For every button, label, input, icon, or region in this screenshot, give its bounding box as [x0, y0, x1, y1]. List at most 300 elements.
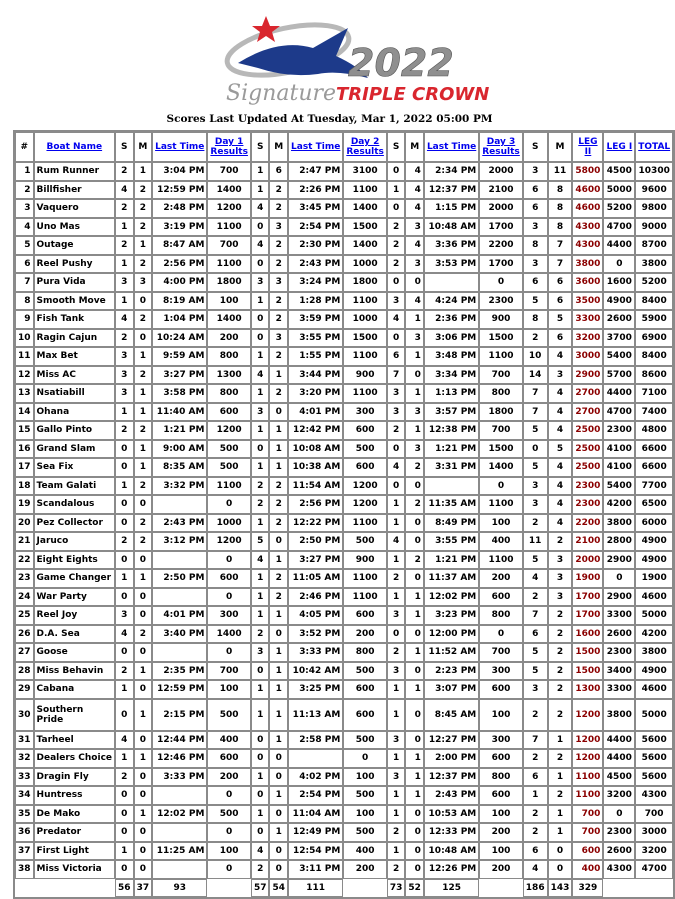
- cell-day3-results: 1800: [479, 403, 523, 422]
- cell-leg-s: 5: [523, 662, 548, 681]
- cell-d2-m: 1: [269, 551, 288, 570]
- cell-d1-s: 1: [115, 477, 134, 496]
- cell-d1-s: 2: [115, 329, 134, 348]
- cell-d2-m: 1: [269, 731, 288, 750]
- cell-d2-s: 2: [251, 477, 270, 496]
- cell-d2-s: 2: [251, 860, 270, 879]
- cell-d3-m: 0: [405, 273, 424, 292]
- cell-d2-m: 2: [269, 477, 288, 496]
- cell-day3-results: 0: [479, 477, 523, 496]
- cell-d3-last-time: 3:31 PM: [424, 458, 479, 477]
- cell-d2-last-time: 10:38 AM: [288, 458, 343, 477]
- table-row: [15, 551, 673, 570]
- cell-day2-results: 1200: [343, 477, 387, 496]
- cell-leg2: 1300: [572, 680, 603, 699]
- cell-d1-m: 0: [134, 731, 153, 750]
- cell-day1-results: 200: [207, 329, 251, 348]
- cell-leg-s: 5: [523, 421, 548, 440]
- cell-leg-m: 8: [548, 181, 573, 200]
- cell-day1-results: 0: [207, 643, 251, 662]
- cell-rank: 38: [15, 860, 34, 879]
- sort-day3-results-link[interactable]: Day 3 Results: [482, 137, 520, 157]
- cell-d1-m: 0: [134, 680, 153, 699]
- sort-day2-results-link[interactable]: Day 2 Results: [346, 137, 384, 157]
- cell-d1-s: 1: [115, 255, 134, 274]
- cell-leg2: 1500: [572, 662, 603, 681]
- header-leg-s: S: [523, 132, 548, 162]
- cell-leg-m: 2: [548, 532, 573, 551]
- sort-total-link[interactable]: TOTAL: [638, 142, 671, 152]
- cell-day2-results: 600: [343, 680, 387, 699]
- cell-day1-results: 1200: [207, 421, 251, 440]
- table-row: [15, 384, 673, 403]
- cell-d2-m: 0: [269, 805, 288, 824]
- cell-day2-results: 900: [343, 551, 387, 570]
- cell-boat-name: Pez Collector: [34, 514, 116, 533]
- cell-d2-m: 1: [269, 458, 288, 477]
- cell-day3-results: 2300: [479, 292, 523, 311]
- cell-d3-last-time: 1:21 PM: [424, 440, 479, 459]
- cell-total: 5600: [635, 731, 673, 750]
- cell-day1-results: 100: [207, 680, 251, 699]
- cell-d1-m: 0: [134, 495, 153, 514]
- cell-total: 8700: [635, 236, 673, 255]
- cell-day1-results: 1200: [207, 532, 251, 551]
- cell-day2-results: 500: [343, 823, 387, 842]
- cell-day3-results: 0: [479, 273, 523, 292]
- cell-day3-results: 800: [479, 606, 523, 625]
- cell-d3-last-time: 3:53 PM: [424, 255, 479, 274]
- cell-d1-last-time: 4:01 PM: [152, 606, 207, 625]
- cell-d2-last-time: 2:54 PM: [288, 218, 343, 237]
- cell-leg-s: 2: [523, 823, 548, 842]
- cell-d3-last-time: 3:55 PM: [424, 532, 479, 551]
- header-num: #: [15, 132, 34, 162]
- cell-boat-name: Reel Pushy: [34, 255, 116, 274]
- cell-day3-results: 0: [479, 625, 523, 644]
- cell-d2-m: 2: [269, 514, 288, 533]
- cell-d2-m: 3: [269, 218, 288, 237]
- cell-d2-s: 4: [251, 366, 270, 385]
- cell-rank: 34: [15, 786, 34, 805]
- cell-d1-s: 4: [115, 310, 134, 329]
- cell-leg-m: 1: [548, 731, 573, 750]
- header-d2-last-time[interactable]: [288, 132, 343, 162]
- cell-d3-last-time: 2:36 PM: [424, 310, 479, 329]
- sort-leg1-link[interactable]: LEG I: [606, 142, 633, 152]
- cell-rank: 35: [15, 805, 34, 824]
- cell-leg-m: 2: [548, 643, 573, 662]
- cell-d3-s: 3: [387, 403, 406, 422]
- cell-d1-m: 0: [134, 292, 153, 311]
- cell-total: 7100: [635, 384, 673, 403]
- cell-total: 4900: [635, 551, 673, 570]
- cell-total: 7400: [635, 403, 673, 422]
- cell-total: 4200: [635, 625, 673, 644]
- cell-d2-s: 5: [251, 532, 270, 551]
- cell-d2-m: 2: [269, 199, 288, 218]
- cell-total: 10300: [635, 162, 673, 181]
- cell-leg1: 1600: [603, 273, 635, 292]
- cell-d3-last-time: 8:49 PM: [424, 514, 479, 533]
- cell-d2-s: 0: [251, 662, 270, 681]
- cell-d1-s: 0: [115, 440, 134, 459]
- cell-boat-name: Pura Vida: [34, 273, 116, 292]
- cell-rank: 5: [15, 236, 34, 255]
- cell-d1-last-time: 1:04 PM: [152, 310, 207, 329]
- cell-d1-m: 0: [134, 786, 153, 805]
- cell-boat-name: D.A. Sea: [34, 625, 116, 644]
- cell-day1-results: 1000: [207, 514, 251, 533]
- cell-day2-results: 1100: [343, 292, 387, 311]
- cell-d1-m: 0: [134, 768, 153, 787]
- cell-d1-last-time: 8:19 AM: [152, 292, 207, 311]
- cell-d1-last-time: [152, 860, 207, 879]
- table-row: [15, 440, 673, 459]
- cell-total: 5600: [635, 768, 673, 787]
- cell-day3-results: 800: [479, 768, 523, 787]
- cell-leg-m: 2: [548, 786, 573, 805]
- cell-day1-results: 800: [207, 347, 251, 366]
- cell-leg2: 4600: [572, 181, 603, 200]
- cell-d2-m: 0: [269, 403, 288, 422]
- cell-rank: 11: [15, 347, 34, 366]
- cell-d3-m: 0: [405, 477, 424, 496]
- cell-total: 4600: [635, 680, 673, 699]
- cell-leg-s: 8: [523, 310, 548, 329]
- cell-d3-last-time: 12:38 PM: [424, 421, 479, 440]
- cell-leg2: 2500: [572, 421, 603, 440]
- cell-d2-s: 4: [251, 551, 270, 570]
- cell-d3-m: 2: [405, 495, 424, 514]
- table-row: [15, 606, 673, 625]
- cell-leg2: 400: [572, 860, 603, 879]
- cell-boat-name: Miss Behavin: [34, 662, 116, 681]
- cell-leg2: 700: [572, 805, 603, 824]
- cell-leg1: 3400: [603, 662, 635, 681]
- header-d3-last-time[interactable]: [424, 132, 479, 162]
- cell-total: 6600: [635, 440, 673, 459]
- sort-d2-last-time-link[interactable]: Last Time: [291, 142, 341, 152]
- cell-d2-s: 1: [251, 162, 270, 181]
- table-row: [15, 292, 673, 311]
- cell-rank: 23: [15, 569, 34, 588]
- cell-d2-last-time: 3:24 PM: [288, 273, 343, 292]
- cell-d2-s: 0: [251, 731, 270, 750]
- table-row: [15, 181, 673, 200]
- cell-d3-last-time: 1:15 PM: [424, 199, 479, 218]
- cell-rank: 10: [15, 329, 34, 348]
- cell-d3-s: 0: [387, 329, 406, 348]
- cell-leg-s: 3: [523, 495, 548, 514]
- cell-boat-name: Eight Eights: [34, 551, 116, 570]
- cell-d3-s: 2: [387, 643, 406, 662]
- cell-d3-s: 0: [387, 440, 406, 459]
- cell-leg2: 2500: [572, 440, 603, 459]
- cell-rank: 7: [15, 273, 34, 292]
- cell-d2-last-time: 2:30 PM: [288, 236, 343, 255]
- cell-rank: 4: [15, 218, 34, 237]
- table-row: [15, 421, 673, 440]
- cell-d3-m: 1: [405, 768, 424, 787]
- cell-leg1: 4100: [603, 440, 635, 459]
- cell-leg-m: 1: [548, 823, 573, 842]
- cell-d2-last-time: 3:11 PM: [288, 860, 343, 879]
- cell-d2-s: 0: [251, 786, 270, 805]
- cell-leg-m: 3: [548, 569, 573, 588]
- cell-d2-m: 1: [269, 643, 288, 662]
- cell-leg-s: 3: [523, 162, 548, 181]
- cell-rank: 6: [15, 255, 34, 274]
- cell-d2-last-time: 2:50 PM: [288, 532, 343, 551]
- cell-d3-m: 4: [405, 181, 424, 200]
- cell-boat-name: Ragin Cajun: [34, 329, 116, 348]
- cell-day1-results: 0: [207, 495, 251, 514]
- cell-d2-m: 1: [269, 366, 288, 385]
- cell-d2-last-time: 12:22 PM: [288, 514, 343, 533]
- cell-total: 3000: [635, 823, 673, 842]
- cell-d1-s: 0: [115, 458, 134, 477]
- cell-rank: 22: [15, 551, 34, 570]
- header-day3[interactable]: [479, 132, 523, 162]
- cell-total: 4900: [635, 532, 673, 551]
- table-row: [15, 662, 673, 681]
- sort-leg2-link[interactable]: LEG II: [578, 137, 598, 157]
- cell-d1-last-time: 3:04 PM: [152, 162, 207, 181]
- header-day2[interactable]: [343, 132, 387, 162]
- cell-rank: 3: [15, 199, 34, 218]
- table-row: [15, 805, 673, 824]
- cell-day2-results: 500: [343, 786, 387, 805]
- cell-boat-name: Smooth Move: [34, 292, 116, 311]
- cell-total: 5200: [635, 273, 673, 292]
- sort-d3-last-time-link[interactable]: Last Time: [426, 142, 477, 152]
- cell-rank: 28: [15, 662, 34, 681]
- cell-day1-results: 700: [207, 236, 251, 255]
- header-leg2[interactable]: [572, 132, 603, 162]
- cell-d3-s: 4: [387, 310, 406, 329]
- cell-d2-m: 6: [269, 162, 288, 181]
- cell-d3-m: 0: [405, 662, 424, 681]
- cell-day3-results: 600: [479, 786, 523, 805]
- cell-leg-m: 5: [548, 440, 573, 459]
- cell-day3-results: 900: [479, 310, 523, 329]
- cell-total: 4900: [635, 662, 673, 681]
- header-leg1[interactable]: [603, 132, 635, 162]
- cell-day2-results: 1100: [343, 384, 387, 403]
- cell-d3-last-time: 2:43 PM: [424, 786, 479, 805]
- header-d1-m: M: [134, 132, 153, 162]
- header-d1-s: S: [115, 132, 134, 162]
- cell-day2-results: 500: [343, 532, 387, 551]
- cell-total: 8400: [635, 292, 673, 311]
- sort-d1-last-time-link[interactable]: Last Time: [155, 142, 205, 152]
- cell-leg-m: 6: [548, 273, 573, 292]
- cell-total: 700: [635, 805, 673, 824]
- table-row: [15, 477, 673, 496]
- cell-total: 5600: [635, 749, 673, 768]
- cell-d2-last-time: 11:13 AM: [288, 699, 343, 731]
- cell-leg-m: 6: [548, 292, 573, 311]
- cell-day2-results: 1200: [343, 495, 387, 514]
- cell-rank: 37: [15, 842, 34, 861]
- cell-leg2: 2300: [572, 477, 603, 496]
- total-d1-sum: 93: [152, 879, 207, 898]
- cell-rank: 12: [15, 366, 34, 385]
- cell-day2-results: 1800: [343, 273, 387, 292]
- cell-day3-results: 200: [479, 569, 523, 588]
- cell-d2-s: 4: [251, 236, 270, 255]
- cell-d2-m: 2: [269, 236, 288, 255]
- cell-rank: 25: [15, 606, 34, 625]
- cell-leg-m: 7: [548, 236, 573, 255]
- cell-d1-m: 2: [134, 181, 153, 200]
- cell-d1-last-time: 2:50 PM: [152, 569, 207, 588]
- cell-d1-m: 2: [134, 514, 153, 533]
- cell-d3-s: 6: [387, 347, 406, 366]
- cell-leg-m: 8: [548, 218, 573, 237]
- cell-leg2: 1700: [572, 588, 603, 607]
- cell-d3-s: 3: [387, 292, 406, 311]
- header-boat-name[interactable]: [34, 132, 116, 162]
- cell-d1-m: 1: [134, 347, 153, 366]
- header-d1-last-time[interactable]: [152, 132, 207, 162]
- header-row: [15, 132, 673, 162]
- cell-day2-results: 500: [343, 662, 387, 681]
- cell-leg1: 2900: [603, 588, 635, 607]
- cell-leg-m: 2: [548, 606, 573, 625]
- cell-d2-m: 0: [269, 625, 288, 644]
- cell-d3-s: 4: [387, 532, 406, 551]
- cell-d3-last-time: 2:00 PM: [424, 749, 479, 768]
- cell-leg-m: 5: [548, 310, 573, 329]
- total-d3-s: 73: [387, 879, 406, 898]
- cell-day1-results: 1100: [207, 477, 251, 496]
- cell-leg-m: 8: [548, 199, 573, 218]
- cell-d3-m: 1: [405, 421, 424, 440]
- cell-rank: 18: [15, 477, 34, 496]
- total-leg-sum: 329: [572, 879, 603, 898]
- cell-d1-m: 1: [134, 384, 153, 403]
- cell-leg1: 3800: [603, 699, 635, 731]
- cell-d3-last-time: 11:35 AM: [424, 495, 479, 514]
- sort-day1-results-link[interactable]: Day 1 Results: [210, 137, 248, 157]
- cell-leg1: 0: [603, 569, 635, 588]
- cell-leg1: 4400: [603, 731, 635, 750]
- cell-d3-last-time: 12:37 PM: [424, 768, 479, 787]
- cell-leg-s: 6: [523, 273, 548, 292]
- cell-d2-s: 1: [251, 569, 270, 588]
- cell-day1-results: 1400: [207, 181, 251, 200]
- cell-day3-results: 700: [479, 366, 523, 385]
- cell-d2-m: 2: [269, 569, 288, 588]
- cell-boat-name: Dealers Choice: [34, 749, 116, 768]
- cell-d3-s: 2: [387, 236, 406, 255]
- cell-d1-m: 2: [134, 199, 153, 218]
- cell-d3-s: 3: [387, 606, 406, 625]
- table-row: [15, 588, 673, 607]
- cell-rank: 31: [15, 731, 34, 750]
- cell-day1-results: 300: [207, 606, 251, 625]
- cell-d2-s: 1: [251, 458, 270, 477]
- cell-d3-s: 0: [387, 477, 406, 496]
- cell-leg1: 4900: [603, 292, 635, 311]
- cell-d3-last-time: 3:48 PM: [424, 347, 479, 366]
- cell-boat-name: War Party: [34, 588, 116, 607]
- cell-d2-m: 3: [269, 273, 288, 292]
- cell-leg-s: 5: [523, 458, 548, 477]
- cell-leg-s: 10: [523, 347, 548, 366]
- sort-boat-name-link[interactable]: Boat Name: [46, 142, 103, 152]
- cell-d1-m: 2: [134, 218, 153, 237]
- cell-d3-m: 1: [405, 310, 424, 329]
- header-total[interactable]: [635, 132, 673, 162]
- cell-d2-m: 2: [269, 495, 288, 514]
- cell-leg2: 2100: [572, 532, 603, 551]
- cell-d3-m: 4: [405, 199, 424, 218]
- table-row: [15, 218, 673, 237]
- table-row: [15, 514, 673, 533]
- cell-leg-m: 2: [548, 625, 573, 644]
- cell-boat-name: Uno Mas: [34, 218, 116, 237]
- cell-d3-m: 1: [405, 786, 424, 805]
- cell-d3-s: 1: [387, 786, 406, 805]
- cell-d3-s: 1: [387, 181, 406, 200]
- svg-text:Signature: Signature: [226, 81, 337, 106]
- svg-text:TRIPLE CROWN: TRIPLE CROWN: [336, 84, 490, 105]
- cell-leg-s: 4: [523, 569, 548, 588]
- cell-d3-m: 0: [405, 860, 424, 879]
- cell-boat-name: Fish Tank: [34, 310, 116, 329]
- cell-d3-m: 3: [405, 403, 424, 422]
- header-day1[interactable]: [207, 132, 251, 162]
- cell-d1-s: 3: [115, 347, 134, 366]
- cell-boat-name: Southern Pride: [34, 699, 116, 731]
- cell-rank: 20: [15, 514, 34, 533]
- cell-leg-s: 2: [523, 329, 548, 348]
- cell-day1-results: 0: [207, 588, 251, 607]
- cell-day1-results: 1100: [207, 255, 251, 274]
- cell-rank: 14: [15, 403, 34, 422]
- cell-d1-s: 0: [115, 860, 134, 879]
- cell-d1-m: 2: [134, 255, 153, 274]
- cell-leg-m: 1: [548, 805, 573, 824]
- cell-total: 4300: [635, 786, 673, 805]
- cell-d3-last-time: 3:36 PM: [424, 236, 479, 255]
- cell-leg-m: 4: [548, 384, 573, 403]
- cell-d3-m: 1: [405, 606, 424, 625]
- cell-d2-s: 0: [251, 440, 270, 459]
- table-row: [15, 162, 673, 181]
- cell-d3-last-time: 3:23 PM: [424, 606, 479, 625]
- cell-d1-last-time: [152, 551, 207, 570]
- cell-d1-last-time: 12:44 PM: [152, 731, 207, 750]
- header-leg-m: M: [548, 132, 573, 162]
- cell-d1-s: 1: [115, 218, 134, 237]
- cell-d2-m: 0: [269, 842, 288, 861]
- cell-boat-name: Dragin Fly: [34, 768, 116, 787]
- cell-d1-s: 4: [115, 625, 134, 644]
- table-row: [15, 680, 673, 699]
- cell-d1-s: 0: [115, 823, 134, 842]
- cell-day1-results: 0: [207, 786, 251, 805]
- cell-day3-results: 300: [479, 662, 523, 681]
- cell-leg-s: 2: [523, 588, 548, 607]
- cell-leg1: 4500: [603, 768, 635, 787]
- cell-day2-results: 800: [343, 643, 387, 662]
- cell-d2-last-time: 11:04 AM: [288, 805, 343, 824]
- cell-d2-s: 0: [251, 218, 270, 237]
